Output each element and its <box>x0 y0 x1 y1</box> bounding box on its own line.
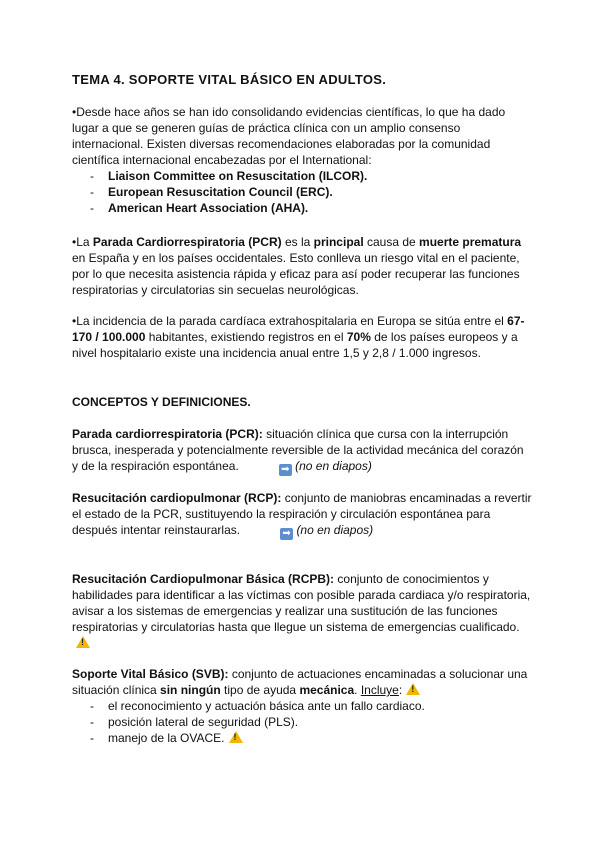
list-item: - manejo de la OVACE.! <box>72 730 532 746</box>
definition-svb: Soporte Vital Básico (SVB): conjunto de actuaciones encaminadas a solucionar una situación clínica sin ningún tipo de ayuda mecánica. Incluye:! - el reconocimiento y actuación básica ante un fallo cardiaco. - posición lateral de seguridad (PLS). - manejo de la OVACE.! <box>72 666 532 746</box>
definition-rcp: Resucitación cardiopulmonar (RCP): conjunto de maniobras encaminadas a revertir el estado de la PCR, sustituyendo la respiración y circulación espontánea para después intentar reinstaurarlas. ➡ (no en diapos) <box>72 491 532 539</box>
note: (no en diapos) <box>296 523 374 537</box>
term: Soporte Vital Básico (SVB): <box>72 667 229 681</box>
term: Resucitación cardiopulmonar (RCP): <box>72 491 282 505</box>
list-item: - American Heart Association (AHA). <box>90 201 309 215</box>
intro-paragraph <box>72 104 532 216</box>
note: (no en diapos) <box>295 459 372 473</box>
concepts-heading: CONCEPTOS Y DEFINICIONES. <box>72 395 251 409</box>
list-item: - posición lateral de seguridad (PLS). <box>90 715 299 729</box>
page-title: TEMA 4. SOPORTE VITAL BÁSICO EN ADULTOS. <box>72 72 387 87</box>
warning-icon <box>406 683 420 695</box>
term: Resucitación Cardiopulmonar Básica (RCPB): <box>72 572 335 586</box>
warning-icon <box>229 731 243 743</box>
list-item: - Liaison Committee on Resuscitation (ILCOR). <box>90 169 368 183</box>
warning-icon <box>76 636 90 648</box>
pcr-paragraph: •La Parada Cardiorrespiratoria (PCR) es la principal causa de muerte prematura en España y en los países occidentales. Esto conlleva un riesgo vital en el paciente, por lo que necesita asistencia rápida y eficaz para así poder recuperar las funciones respiratorias y circulatorias sin secuelas neurológicas. <box>72 235 522 297</box>
svb-list <box>72 698 532 746</box>
bullet: • <box>72 105 77 119</box>
intro-text: Desde hace años se han ido consolidando evidencias científicas, lo que ha dado lugar a que se generen guías de práctica clínica con un amplio consenso internacional. Existen diversas recomendaciones elaboradas por la comunidad científica internacional encabezadas por el International: <box>72 105 506 167</box>
arrow-right-icon: ➡ <box>280 528 293 540</box>
list-item: - European Resuscitation Council (ERC). <box>90 185 333 199</box>
definition-rcpb: Resucitación Cardiopulmonar Básica (RCPB): conjunto de conocimientos y habilidades para identificar a las víctimas con posible parada cardiaca y/o respiratoria, avisar a los sistemas de emergencias y realizar una sustitución de las funciones respiratorias y circulatorias hasta que llegue un sistema de emergencias cualificado.! <box>72 571 532 651</box>
organization-list <box>72 168 532 216</box>
term: Parada cardiorrespiratoria (PCR): <box>72 427 263 441</box>
incidence-paragraph: •La incidencia de la parada cardíaca extrahospitalaria en Europa se sitúa entre el 67-170 / 100.000 habitantes, existiendo registros en el 70% de los países europeos y a nivel hospitalario existe una incidencia anual entre 1,5 y 2,8 / 1.000 ingresos. <box>72 314 525 360</box>
list-item: - el reconocimiento y actuación básica ante un fallo cardiaco. <box>90 699 425 713</box>
definition-pcr: Parada cardiorrespiratoria (PCR): situación clínica que cursa con la interrupción brusca, inesperada y potencialmente reversible de la actividad mecánica del corazón y de la respiración espontánea. ➡ (no en diapos) <box>72 427 524 475</box>
arrow-right-icon: ➡ <box>279 464 292 476</box>
